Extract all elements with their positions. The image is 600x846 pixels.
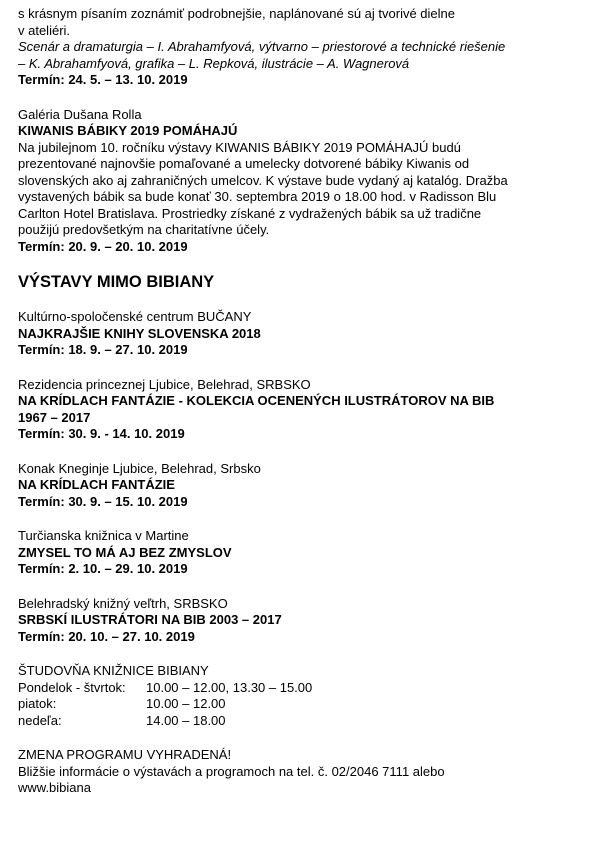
kiwanis-desc-line: slovenských ako aj zahraničných umelcov. K výstave bude vydaný aj katalóg. Dražba <box>18 172 508 188</box>
exhibition-title-cont: 1967 – 2017 <box>18 409 91 425</box>
credits-line-1: Scenár a dramaturgia – I. Abrahamfyová, výtvarno – priestorové a technické riešenie <box>18 39 506 54</box>
exhibition-title: NA KRÍDLACH FANTÁZIE - KOLEKCIA OCENENÝCH ILUSTRÁTOROV NA BIB <box>18 393 495 408</box>
exhibition-term: Termín: 18. 9. – 27. 10. 2019 <box>18 342 188 357</box>
exhibition-term: Termín: 30. 9. - 14. 10. 2019 <box>18 426 185 441</box>
hours-row <box>18 696 584 713</box>
kiwanis-desc-line: vystavených bábik sa bude konať 30. septembra 2019 o 18.00 hod. v Radisson Blu <box>18 189 497 204</box>
intro-line-2: v ateliéri. <box>18 22 71 38</box>
exhibition-item <box>18 309 584 359</box>
exhibition-item <box>18 461 584 511</box>
intro-line-1: s krásnym písaním zoznámiť podrobnejšie, naplánované sú aj tvorivé dielne <box>18 6 455 21</box>
contact-info: Bližšie informácie o výstavách a programoch na tel. č. 02/2046 7111 alebo <box>18 763 445 779</box>
exhibition-title: ZMYSEL TO MÁ AJ BEZ ZMYSLOV <box>18 544 232 560</box>
hours-time: 10.00 – 12.00, 13.30 – 15.00 <box>146 679 313 695</box>
exhibition-term: Termín: 2. 10. – 29. 10. 2019 <box>18 561 188 576</box>
hours-row <box>18 713 584 730</box>
hours-row <box>18 680 584 697</box>
section-heading: VÝSTAVY MIMO BIBIANY <box>18 273 215 291</box>
hours-day: piatok: <box>18 696 57 711</box>
exhibition-term: Termín: 20. 10. – 27. 10. 2019 <box>18 628 195 644</box>
kiwanis-term: Termín: 20. 9. – 20. 10. 2019 <box>18 238 188 254</box>
hours-day: Pondelok - štvrtok: <box>18 679 126 695</box>
kiwanis-desc-line: Na jubilejnom 10. ročníku výstavy KIWANIS BÁBIKY 2019 POMÁHAJÚ budú <box>18 139 461 155</box>
exhibition-term: Termín: 30. 9. – 15. 10. 2019 <box>18 493 188 509</box>
hours-day: nedeľa: <box>18 712 62 728</box>
kiwanis-title: KIWANIS BÁBIKY 2019 POMÁHAJÚ <box>18 123 238 138</box>
kiwanis-description <box>18 140 584 239</box>
kiwanis-venue: Galéria Dušana Rolla <box>18 106 142 122</box>
exhibition-venue: Turčianska knižnica v Martine <box>18 528 189 543</box>
document-page <box>18 6 584 797</box>
hours-time: 14.00 – 18.00 <box>146 712 226 728</box>
hours-time: 10.00 – 12.00 <box>146 696 226 711</box>
kiwanis-desc-line: prezentované najnovšie pomaľované a umelecky dotvorené bábiky Kiwanis od <box>18 156 470 171</box>
exhibition-title: NA KRÍDLACH FANTÁZIE <box>18 477 175 492</box>
exhibition-venue: Belehradský knižný veľtrh, SRBSKO <box>18 595 228 611</box>
exhibition-item <box>18 377 584 443</box>
exhibition-venue: Konak Kneginje Ljubice, Belehrad, Srbsko <box>18 460 261 476</box>
kiwanis-desc-line: použijú predovšetkým na charitatívne účely. <box>18 222 270 237</box>
intro-term: Termín: 24. 5. – 13. 10. 2019 <box>18 72 188 87</box>
exhibition-item <box>18 596 584 646</box>
program-change-notice: ZMENA PROGRAMU VYHRADENÁ! <box>18 747 232 762</box>
kiwanis-desc-line: Carlton Hotel Bratislava. Prostriedky získané z vydražených bábik sa už tradične <box>18 205 482 221</box>
website-link[interactable]: www.bibiana <box>18 780 91 795</box>
library-heading: ŠTUDOVŇA KNIŽNICE BIBIANY <box>18 663 209 678</box>
exhibition-venue: Rezidencia princeznej Ljubice, Belehrad, SRBSKO <box>18 376 311 392</box>
exhibition-item <box>18 528 584 578</box>
library-hours <box>18 680 584 730</box>
exhibition-venue: Kultúrno-spoločenské centrum BUČANY <box>18 309 252 324</box>
exhibition-title: NAJKRAJŠIE KNIHY SLOVENSKA 2018 <box>18 325 261 341</box>
credits-line-2: – K. Abrahamfyová, grafika – L. Repková, ilustrácie – A. Wagnerová <box>18 55 410 71</box>
exhibition-title: SRBSKÍ ILUSTRÁTORI NA BIB 2003 – 2017 <box>18 612 282 627</box>
